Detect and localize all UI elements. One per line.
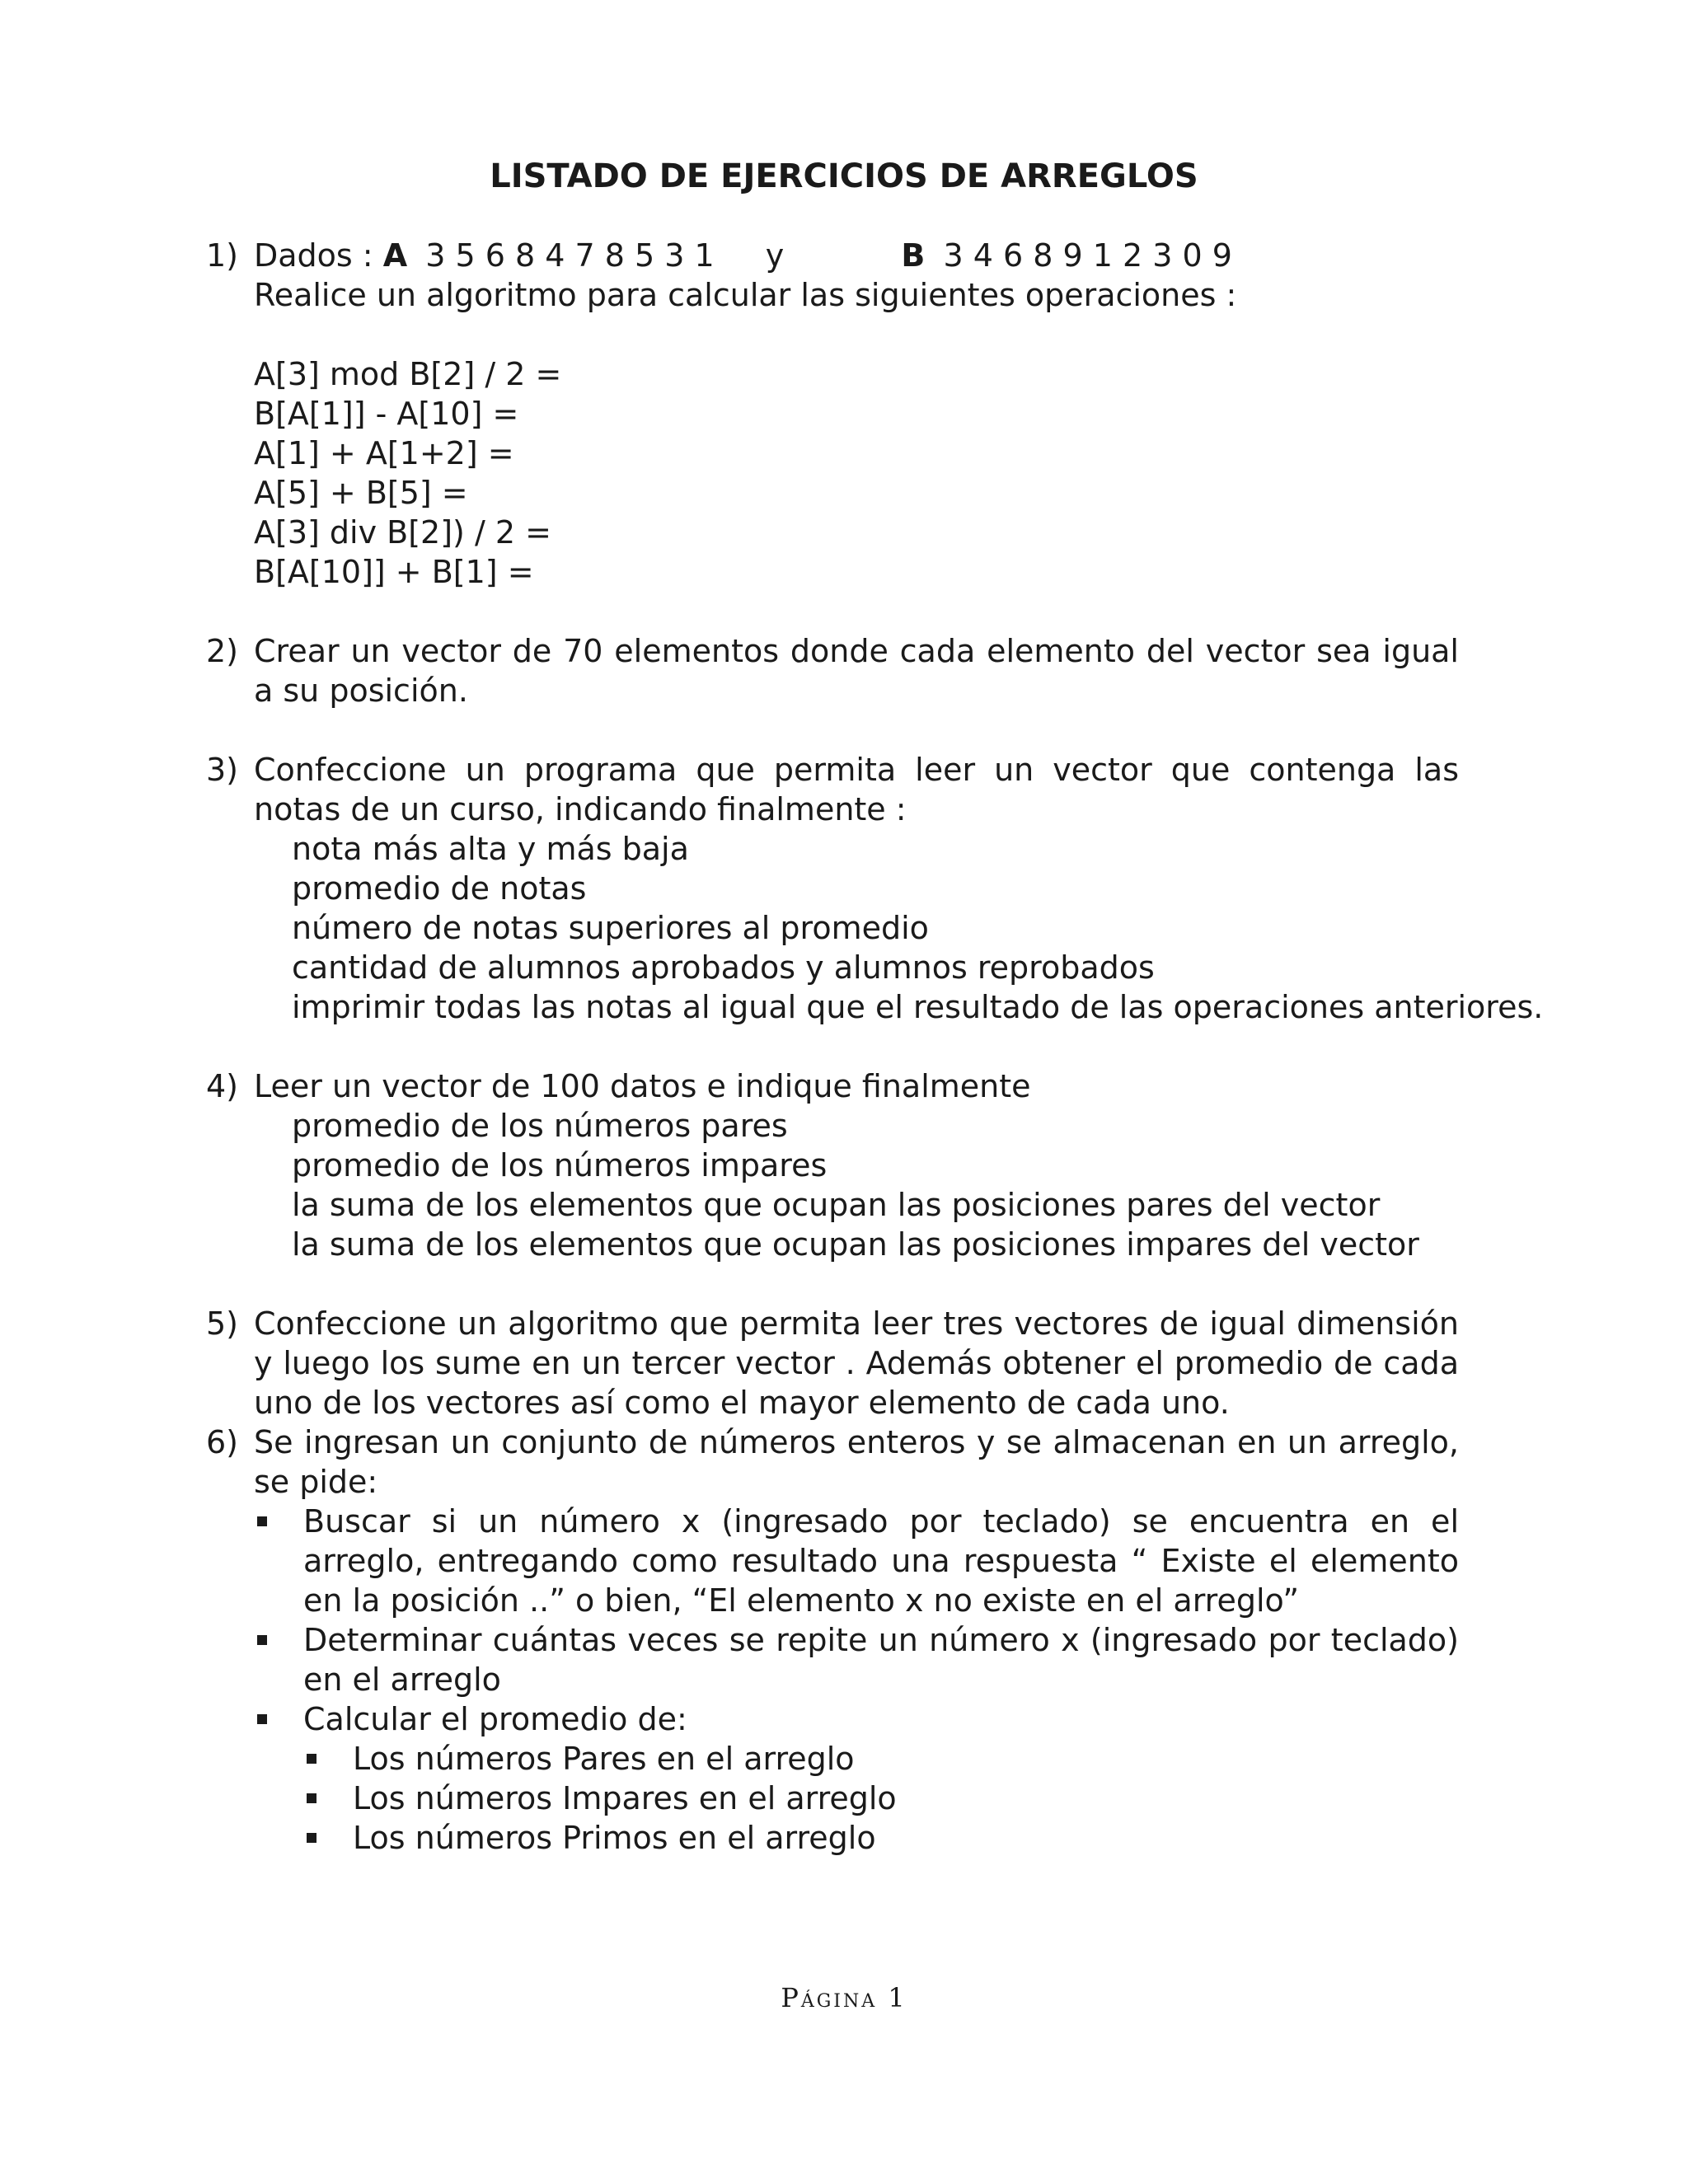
list-item: cantidad de alumnos aprobados y alumnos reprobados	[292, 949, 1155, 986]
instruction: Realice un algoritmo para calcular las siguientes operaciones :	[254, 277, 1237, 313]
exercise-text: Se ingresan un conjunto de números enteros y se almacenan en un arreglo, se pide:	[254, 1424, 1459, 1500]
page-label: Página	[781, 1982, 878, 2013]
array-a-values: 3 5 6 8 4 7 8 5 3 1	[425, 237, 715, 274]
bullet-item	[254, 1699, 1459, 1739]
sub-bullet-item	[254, 1818, 1459, 1858]
list-item: nota más alta y más baja	[292, 831, 689, 867]
exercise-text: Confeccione un algoritmo que permita leer tres vectores de igual dimensión y luego los sume en un tercer vector . Además obtener el promedio de cada uno de los vectores así como el mayor elemento de cada uno.	[254, 1305, 1459, 1421]
square-bullet-icon	[257, 1635, 267, 1645]
exercise-number: 4)	[206, 1068, 239, 1104]
exercise-number: 2)	[206, 633, 239, 669]
sub-bullet-item	[254, 1739, 1459, 1779]
operation: A[3] div B[2]) / 2 =	[254, 514, 551, 551]
list-item: la suma de los elementos que ocupan las posiciones pares del vector	[292, 1187, 1381, 1223]
operation: B[A[1]] - A[10] =	[254, 396, 519, 432]
exercise-6	[206, 1422, 1459, 1858]
document-title: LISTADO DE EJERCICIOS DE ARREGLOS	[490, 157, 1198, 195]
operation: A[5] + B[5] =	[254, 475, 468, 511]
list-item: promedio de notas	[292, 870, 587, 907]
exercise-4	[206, 1066, 1459, 1264]
exercise-number: 1)	[206, 237, 239, 274]
list-item: número de notas superiores al promedio	[292, 910, 929, 946]
page-number: 1	[888, 1982, 907, 2013]
page-footer	[0, 1978, 1688, 2018]
exercise-number: 3)	[206, 752, 239, 788]
exercise-3	[206, 750, 1544, 1027]
conjunction: y	[765, 237, 785, 274]
array-b-values: 3 4 6 8 9 1 2 3 0 9	[943, 237, 1232, 274]
list-item: imprimir todas las notas al igual que el resultado de las operaciones anteriores.	[292, 989, 1544, 1025]
arrays-given-line	[254, 236, 1459, 275]
dados-label: Dados :	[254, 237, 373, 274]
bullet-text: Calcular el promedio de:	[303, 1701, 687, 1737]
list-item: promedio de los números impares	[292, 1147, 828, 1183]
exercise-2	[206, 631, 1459, 710]
square-bullet-icon	[307, 1793, 316, 1803]
square-bullet-icon	[307, 1833, 316, 1843]
operation: B[A[10]] + B[1] =	[254, 554, 534, 590]
list-item: promedio de los números pares	[292, 1108, 788, 1144]
bullet-item	[254, 1620, 1459, 1699]
bullet-text: Buscar si un número x (ingresado por teclado) se encuentra en el arreglo, entregando como resultado una respuesta “ Existe el elemento en la posición ..” o bien, “El elemento x no existe en el arreglo”	[303, 1503, 1459, 1619]
exercise-5	[206, 1304, 1459, 1422]
operation: A[3] mod B[2] / 2 =	[254, 356, 562, 392]
exercise-number: 6)	[206, 1424, 239, 1460]
sub-bullet-text: Los números Primos en el arreglo	[353, 1820, 876, 1856]
array-a-label: A	[382, 237, 408, 274]
list-item: la suma de los elementos que ocupan las posiciones impares del vector	[292, 1226, 1419, 1263]
operation: A[1] + A[1+2] =	[254, 435, 514, 471]
square-bullet-icon	[257, 1516, 267, 1526]
exercise-text: Crear un vector de 70 elementos donde cada elemento del vector sea igual a su posición.	[254, 633, 1459, 709]
square-bullet-icon	[257, 1714, 267, 1724]
sub-bullet-item	[254, 1779, 1459, 1818]
exercise-text: Leer un vector de 100 datos e indique finalmente	[254, 1068, 1031, 1104]
array-b-label: B	[901, 237, 926, 274]
sub-bullet-text: Los números Pares en el arreglo	[353, 1741, 855, 1777]
bullet-item	[254, 1502, 1459, 1620]
square-bullet-icon	[307, 1754, 316, 1764]
bullet-text: Determinar cuántas veces se repite un número x (ingresado por teclado) en el arreglo	[303, 1622, 1459, 1698]
exercise-text: Confeccione un programa que permita leer un vector que contenga las notas de un curso, indicando finalmente :	[254, 752, 1459, 827]
sub-bullet-text: Los números Impares en el arreglo	[353, 1780, 897, 1816]
exercise-1	[206, 236, 1459, 592]
exercise-number: 5)	[206, 1305, 239, 1342]
